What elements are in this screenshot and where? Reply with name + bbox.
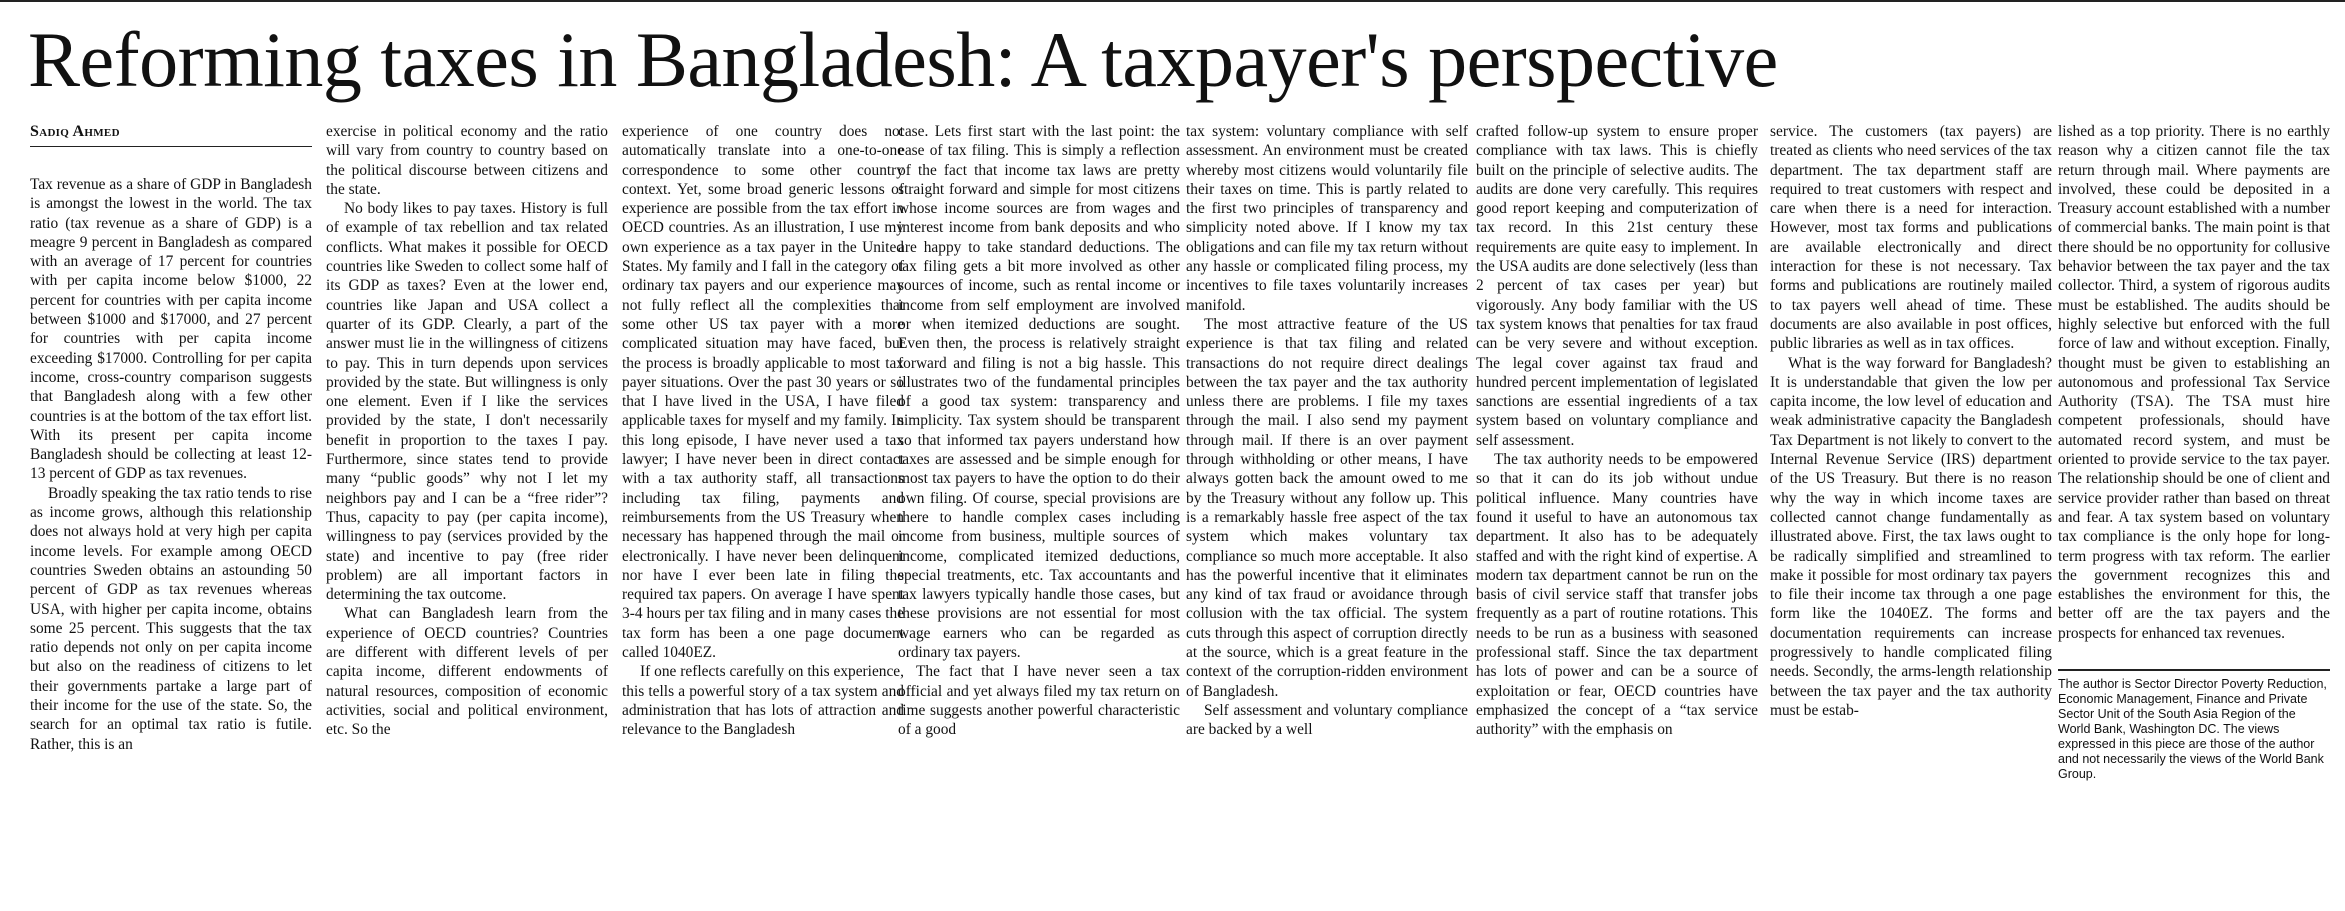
top-rule <box>0 0 2345 2</box>
paragraph: case. Lets first start with the last point: the ease of tax filing. This is simply a reflection of the fact that income tax laws are pretty straight forward and simple for most citizens whose income sources are from wages and interest income from bank deposits and who are happy to take standard deductions. The tax filing gets a bit more involved as other sources of income, such as rental income or income from self employment are involved or when itemized deductions are sought. Even then, the process is relatively straight forward and filing is not a big hassle. This illustrates two of the fundamental principles of a good tax system: transparency and simplicity. Tax system should be transparent so that informed tax payers understand how taxes are assessed and be simple enough for most tax payers to have the option to do their own filing. Of course, special provisions are there to handle complex cases including income from business, multiple sources of income, complicated itemized deductions, special treatments, etc. Tax accountants and tax lawyers typically handle those cases, but these provisions are not essential for most wage earners who can be regarded as ordinary tax payers. <box>898 123 1180 662</box>
paragraph: The most attractive feature of the US experience is that tax filing and related transactions do not require direct dealings between the tax payer and the tax authority unless there are problems. I file my taxes through the mail. I also send my payment through mail. If there is an over payment through withholding or other means, I have always gotten back the amount owed to me by the Treasury without any follow up. This is a remarkably hassle free aspect of the tax system which makes voluntary tax compliance so much more acceptable. It also has the powerful incentive that it eliminates any kind of tax fraud or avoidance through collusion with the tax official. The system cuts through this aspect of corruption directly at the source, which is a great feature in the context of the corruption-ridden environment of Bangladesh. <box>1186 315 1468 700</box>
paragraph: What is the way forward for Bangladesh? It is understandable that given the low per capita income, the low level of education and weak administrative capacity the Bangladesh Tax Department is not likely to convert to the Internal Revenue Service (IRS) department of the US Treasury. But there is no reason why the way in which income taxes are collected cannot change fundamentally as illustrated above. First, the tax laws ought to be radically simplified and streamlined to make it possible for most ordinary tax payers to file their income tax through a one page form like the 1040EZ. The forms and documentation requirements can increase progressively to handle complicated filing needs. Secondly, the arms-length relationship between the tax payer and the tax authority must be estab- <box>1770 354 2052 719</box>
article-column-6 <box>1476 122 1758 907</box>
article-column-3 <box>622 122 904 907</box>
paragraph: lished as a top priority. There is no earthly reason why a citizen cannot file the tax return through mail. Where payments are involved, these could be deposited in a Treasury account established with a number of commercial banks. The main point is that there should be no opportunity for collusive behavior between the tax payer and the tax collector. Third, a system of rigorous audits must be established. The audits should be highly selective but enforced with the full force of law and without exception. Finally, thought must be given to establishing an autonomous and professional Tax Service Authority (TSA). The TSA must hire competent professionals, should have automated record system, and must be oriented to provide service to the tax payer. The relationship should be one of client and service provider rather than based on threat and fear. A tax system based on voluntary tax compliance is the only hope for long-term progress with tax reform. The earlier the government recognizes this and establishes the environment for this, the better off are the tax payers and the prospects for enhanced tax revenues. <box>2058 123 2330 642</box>
article-column-7 <box>1770 122 2052 907</box>
byline-rule <box>30 146 312 147</box>
article-column-8 <box>2058 122 2330 907</box>
paragraph: What can Bangladesh learn from the experience of OECD countries? Countries are different with different levels of per capita income, different endowments of natural resources, composition of economic activities, social and political environment, etc. So the <box>326 605 608 739</box>
paragraph: The tax authority needs to be empowered so that it can do its job without undue political influence. Many countries have found it useful to have an autonomous tax department. It also has to be adequately staffed and with the right kind of expertise. A modern tax department cannot be run on the basis of civil service staff that transfer jobs frequently as a part of routine rotations. This needs to be run as a business with seasoned professional staff. Since the tax department has lots of power and can be a source of exploitation or fear, OECD countries have emphasized the concept of a “tax service authority” with the emphasis on <box>1476 451 1758 739</box>
paragraph: Broadly speaking the tax ratio tends to rise as income grows, although this relationship does not always hold at very high per capita income levels. For example among OECD countries Sweden obtains an astounding 50 percent of GDP as tax revenues whereas USA, with higher per capita income, obtains some 25 percent. This suggests that the tax ratio depends not only on per capita income but also on the readiness of citizens to let their governments partake a large part of their income for the use of the state. So, the search for an optimal tax ratio is futile. Rather, this is an <box>30 484 312 753</box>
article-column-5 <box>1186 122 1468 907</box>
article-column-2 <box>326 122 608 907</box>
article-column-4 <box>898 122 1180 907</box>
paragraph: Self assessment and voluntary compliance are backed by a well <box>1186 701 1468 739</box>
paragraph: No body likes to pay taxes. History is full of example of tax rebellion and tax related conflicts. What makes it possible for OECD countries like Sweden to collect some half of its GDP as taxes? Even at the lower end, countries like Japan and USA collect a quarter of its GDP. Clearly, a part of the answer must lie in the willingness of citizens to pay. This in turn depends upon services provided by the state. But willingness is only one element. Even if I like the services provided by the state, I don't necessarily benefit in proportion to the taxes I pay. Furthermore, since states tend to provide many “public goods” why not I let my neighbors pay and I can be a “free rider”? Thus, capacity to pay (per capita income), willingness to pay (services provided by the state) and incentive to pay (free rider problem) are all important factors in determining the tax outcome. <box>326 200 608 604</box>
paragraph: service. The customers (tax payers) are treated as clients who need services of the tax department. The tax department staff are required to treat customers with respect and care when there is a need for interaction. However, most tax forms and publications are available electronically and direct interaction for these is not necessary. Tax forms and publications are routinely mailed to tax payers well ahead of time. These documents are also available in post offices, public libraries as well as in tax offices. <box>1770 123 2052 353</box>
paragraph: The fact that I have never seen a tax official and yet always filed my tax return on time suggests another powerful characteristic of a good <box>898 663 1180 739</box>
paragraph: exercise in political economy and the ratio will vary from country to country based on the political discourse between citizens and the state. <box>326 123 608 198</box>
paragraph: tax system: voluntary compliance with self assessment. An environment must be created whereby most citizens would voluntarily file their taxes on time. This is partly related to the first two principles of transparency and simplicity noted above. If I know my tax obligations and can file my tax return without any hassle or complicated filing process, my incentives to file taxes voluntarily increases manifold. <box>1186 123 1468 314</box>
footnote-rule <box>2058 669 2330 671</box>
byline: Sadiq Ahmed <box>30 123 120 140</box>
author-footnote: The author is Sector Director Poverty Reduction, Economic Management, Finance and Private Sector Unit of the South Asia Region of the World Bank, Washington DC. The views expressed in this piece are those of the author and not necessarily the views of the World Bank Group. <box>2058 677 2327 782</box>
headline: Reforming taxes in Bangladesh: A taxpayer's perspective <box>28 16 1778 103</box>
paragraph: crafted follow-up system to ensure proper compliance with tax laws. This is chiefly built on the principle of selective audits. The audits are done very carefully. This requires good report keeping and computerization of tax record. In this 21st century these requirements are quite easy to implement. In the USA audits are done selectively (less than 2 percent of tax cases per year) but vigorously. Any body familiar with the US tax system knows that penalties for tax fraud can be very severe and without exception. The legal cover against tax fraud and hundred percent implementation of legislated sanctions are essential ingredients of a tax system based on voluntary compliance and self assessment. <box>1476 123 1758 449</box>
paragraph: experience of one country does not automatically translate into a one-to-one correspondence to some other country context. Yet, some broad generic lessons of experience are possible from the tax effort in OECD countries. As an illustration, I use my own experience as a tax payer in the United States. My family and I fall in the category of ordinary tax payers and our experience may not fully reflect all the complexities that some other US tax payer with a more complicated situation may have faced, but the process is broadly applicable to most tax payer situations. Over the past 30 years or so that I have lived in the USA, I have filed applicable taxes for myself and my family. In this long episode, I have never used a tax lawyer; I have never been in direct contact with a tax authority staff, all transactions including tax filing, payments and reimbursements from the US Treasury when necessary has happened through the mail or electronically. I have never been delinquent nor have I ever been late in filing the required tax papers. On average I have spent 3-4 hours per tax filing and in many cases the tax form has been a one page document called 1040EZ. <box>622 123 904 662</box>
article-column-1 <box>30 122 312 907</box>
paragraph: If one reflects carefully on this experience, this tells a powerful story of a tax system and administration that has lots of attraction and relevance to the Bangladesh <box>622 663 904 739</box>
paragraph: Tax revenue as a share of GDP in Bangladesh is amongst the lowest in the world. The tax ratio (tax revenue as a share of GDP) is a meagre 9 percent in Bangladesh as compared with an average of 17 percent for countries with per capita income below $1000, 22 percent for countries with per capita income between $1000 and $17000, and 27 percent for countries with per capita income exceeding $17000. Controlling for per capita income, cross-country comparison suggests that Bangladesh along with a few other countries is at the bottom of the tax effort list. With its present per capita income Bangladesh should be collecting at least 12-13 percent of GDP as tax revenues. <box>30 176 312 483</box>
